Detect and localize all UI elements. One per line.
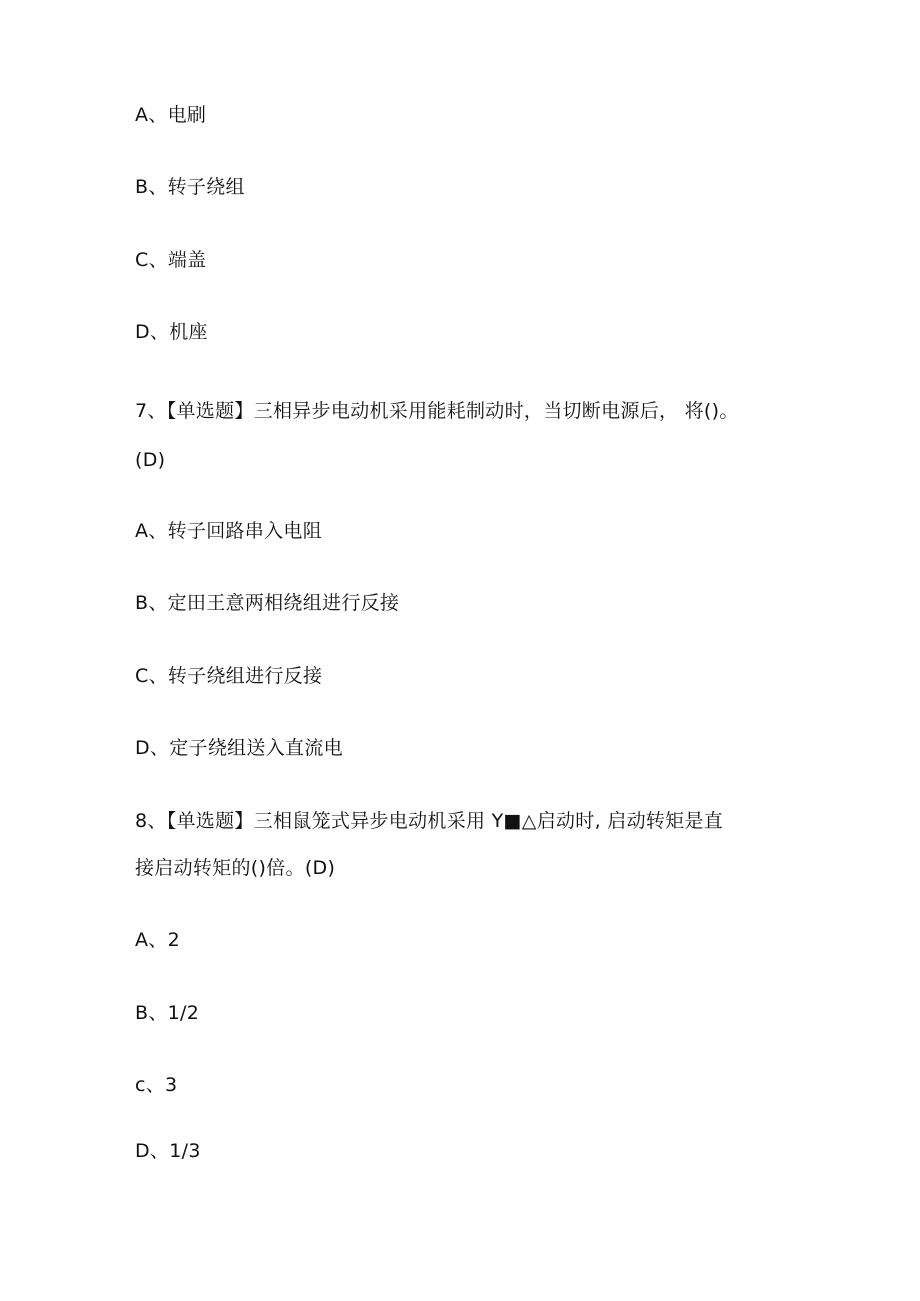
q8-option-d: D、1/3 bbox=[135, 1140, 201, 1162]
q7-stem-line-2: (D) bbox=[135, 449, 166, 471]
q6-option-c: C、端盖 bbox=[135, 249, 207, 271]
q8-stem-line-2: 接启动转矩的()倍。(D) bbox=[135, 857, 336, 879]
q7-option-a: A、转子回路串入电阻 bbox=[135, 520, 322, 542]
q8-stem-line-1: 8、【单选题】三相鼠笼式异步电动机采用 Y■△启动时, 启动转矩是直 bbox=[135, 810, 724, 832]
q7-stem-line-1: 7、【单选题】三相异步电动机采用能耗制动时，当切断电源后， 将()。 bbox=[135, 400, 739, 422]
q8-option-c: c、3 bbox=[135, 1074, 178, 1096]
q7-option-b: B、定田王意两相绕组进行反接 bbox=[135, 592, 400, 614]
q6-option-a: A、电刷 bbox=[135, 104, 207, 126]
q6-option-b: B、转子绕组 bbox=[135, 176, 245, 198]
q7-option-d: D、定子绕组送入直流电 bbox=[135, 737, 343, 759]
q7-option-c: C、转子绕组进行反接 bbox=[135, 665, 323, 687]
q8-option-b: B、1/2 bbox=[135, 1002, 200, 1024]
q6-option-d: D、机座 bbox=[135, 321, 208, 343]
q8-option-a: A、2 bbox=[135, 929, 180, 951]
